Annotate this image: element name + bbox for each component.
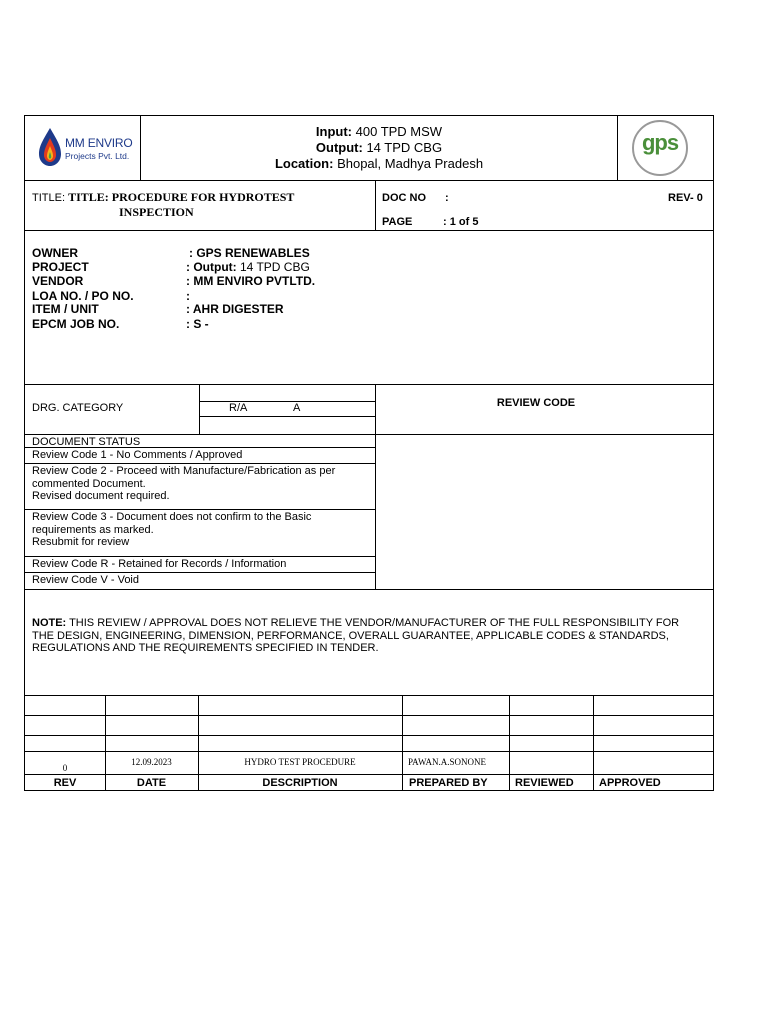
output-value: 14 TPD CBG bbox=[366, 140, 443, 155]
owner-row-colon: : bbox=[189, 246, 197, 260]
rev-header-prepared-by: PREPARED BY bbox=[409, 777, 488, 789]
status-heading: DOCUMENT STATUS bbox=[32, 436, 141, 448]
owner-row-colon: : bbox=[186, 302, 193, 316]
note-label: NOTE: bbox=[32, 617, 67, 629]
owner-block bbox=[25, 231, 713, 385]
status-item-text: Review Code 1 - No Comments / Approved bbox=[32, 449, 243, 461]
doc-no-label: DOC NO bbox=[382, 192, 426, 204]
document-sheet bbox=[24, 115, 714, 791]
status-item-code-2 bbox=[25, 464, 375, 510]
page-value: : 1 of 5 bbox=[443, 216, 479, 228]
output-line bbox=[141, 140, 617, 156]
status-item-code-1 bbox=[25, 447, 375, 464]
owner-row-label: EPCM JOB NO. bbox=[32, 317, 120, 331]
rev-entry-description: HYDRO TEST PROCEDURE bbox=[244, 757, 356, 767]
status-item-text: Revised document required. bbox=[32, 490, 170, 502]
input-label: Input: bbox=[315, 124, 352, 139]
owner-row-label: OWNER bbox=[32, 246, 78, 260]
drg-category-label: DRG. CATEGORY bbox=[32, 402, 124, 414]
note-body: THIS REVIEW / APPROVAL DOES NOT RELIEVE THE VENDOR/MANUFACTURER OF THE FULL RESPONSIBILITY FOR THE DESIGN, ENGINEERING, DIMENSION, PERFORMANCE, OVERALL GUARANTEE, APPLICABLE CODES & STANDARDS, REGULATIONS AND THE REQUIREMENTS SPECIFIED IN TENDER. bbox=[32, 617, 680, 654]
owner-row-label: VENDOR bbox=[32, 274, 84, 288]
rev-entry-rev: 0 bbox=[62, 763, 68, 773]
owner-row-value-bold: AHR DIGESTER bbox=[192, 302, 284, 316]
page-label: PAGE bbox=[382, 216, 413, 228]
location-label: Location: bbox=[274, 156, 334, 171]
status-item-text: Review Code 3 - Document does not confirm to the Basic requirements as marked. bbox=[32, 511, 312, 536]
owner-row-value-bold: Output: bbox=[193, 260, 237, 274]
location-line bbox=[141, 156, 617, 172]
owner-row-label: PROJECT bbox=[32, 260, 89, 274]
rev-header-rev: REV bbox=[53, 777, 77, 789]
input-line bbox=[141, 124, 617, 140]
owner-row-value-bold: S - bbox=[193, 317, 209, 331]
status-item-text: Resubmit for review bbox=[32, 536, 130, 548]
rev-label: REV- 0 bbox=[668, 192, 703, 204]
rev-header-reviewed: REVIEWED bbox=[515, 777, 574, 789]
status-item-text: Review Code 2 - Proceed with Manufacture/Fabrication as per commented Document. bbox=[32, 465, 336, 490]
header-row bbox=[25, 116, 713, 181]
rev-entry-prepared-by: PAWAN.A.SONONE bbox=[408, 757, 486, 767]
title-prefix: TITLE: bbox=[32, 192, 69, 204]
company-logo bbox=[35, 126, 145, 170]
rev-header-description: DESCRIPTION bbox=[262, 777, 338, 789]
owner-row-value bbox=[186, 317, 209, 331]
owner-row-value bbox=[186, 260, 310, 274]
rev-header-date: DATE bbox=[136, 777, 167, 789]
flame-drop-icon bbox=[37, 126, 63, 168]
review-code-label: REVIEW CODE bbox=[496, 397, 576, 409]
status-item-code-3 bbox=[25, 510, 375, 557]
rev-header-approved: APPROVED bbox=[599, 777, 661, 789]
rev-entry-date: 12.09.2023 bbox=[131, 757, 172, 767]
owner-row-label: ITEM / UNIT bbox=[32, 302, 99, 316]
owner-row-colon: : bbox=[186, 289, 190, 303]
input-value: 400 TPD MSW bbox=[355, 124, 443, 139]
status-item-text: Review Code V - Void bbox=[32, 574, 139, 586]
owner-row-colon: : bbox=[186, 317, 194, 331]
owner-row-value bbox=[189, 246, 310, 260]
drg-ra: R/A bbox=[229, 402, 248, 414]
owner-row-colon: : bbox=[186, 260, 194, 274]
drg-category-row bbox=[25, 385, 713, 435]
note-text bbox=[32, 617, 702, 655]
doc-no-colon: : bbox=[445, 192, 449, 204]
note-block bbox=[25, 590, 713, 696]
owner-row-colon: : bbox=[186, 274, 194, 288]
owner-row-value-bold: GPS RENEWABLES bbox=[196, 246, 310, 260]
owner-row-value-bold: MM ENVIRO PVTLTD. bbox=[193, 274, 316, 288]
owner-row-value bbox=[186, 289, 190, 303]
client-logo bbox=[630, 119, 690, 177]
title-main: TITLE: PROCEDURE FOR HYDROTEST bbox=[68, 190, 295, 204]
status-item-code-r bbox=[25, 557, 375, 573]
title-row bbox=[25, 181, 713, 231]
company-name: MM ENVIRO bbox=[65, 136, 133, 150]
project-info bbox=[141, 124, 617, 172]
title-text-line2: INSPECTION bbox=[119, 205, 194, 219]
owner-row-label: LOA NO. / PO NO. bbox=[32, 289, 134, 303]
status-item-text: Review Code R - Retained for Records / Information bbox=[32, 558, 287, 570]
revision-table bbox=[25, 696, 713, 790]
location-value: Bhopal, Madhya Pradesh bbox=[337, 156, 484, 171]
owner-row-value bbox=[186, 302, 284, 316]
title-text-line1 bbox=[32, 190, 294, 205]
owner-row-value-normal: 14 TPD CBG bbox=[236, 260, 310, 274]
client-logo-text: gps bbox=[641, 130, 679, 155]
output-label: Output: bbox=[315, 140, 363, 155]
status-item-code-v bbox=[25, 573, 375, 589]
company-subtitle: Projects Pvt. Ltd. bbox=[65, 151, 130, 161]
status-block bbox=[25, 435, 713, 590]
owner-row-value bbox=[186, 274, 315, 288]
drg-a: A bbox=[293, 402, 301, 414]
